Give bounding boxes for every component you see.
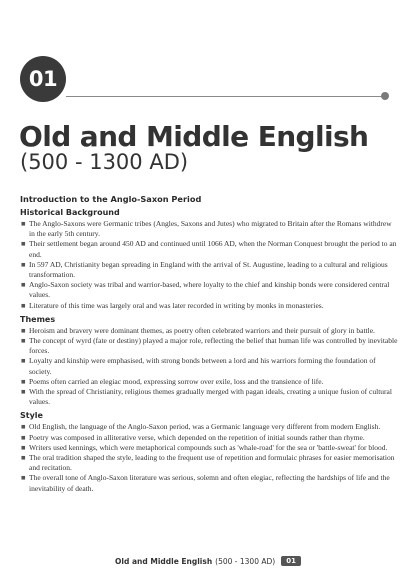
bullet-icon: ■	[21, 280, 26, 290]
bullet-icon: ■	[21, 473, 26, 483]
bullet-icon: ■	[21, 259, 26, 269]
bullet-icon: ■	[21, 376, 26, 386]
list-item: ■ With the spread of Christianity, religious themes gradually merged with pagan ideals, creating a unique fusion of cultural values.	[21, 387, 392, 407]
list-item: ■ Literature of this time was largely oral and was later recorded in writing by monks in monasteries.	[21, 300, 324, 310]
footer-title: Old and Middle English	[115, 556, 213, 566]
list-item: ■ The oral tradition shaped the style, leading to the frequent use of repetition and formulaic phrases for easier memorisation and recitation.	[21, 453, 395, 473]
bullet-list	[20, 326, 398, 408]
header-rule-dot	[381, 92, 389, 100]
page-title: Old and Middle English	[19, 120, 369, 153]
bullet-icon: ■	[21, 239, 26, 249]
section-style	[20, 411, 398, 493]
section-heading: Style	[20, 411, 43, 421]
list-item: ■ Anglo-Saxon society was tribal and warrior-based, where loyalty to the chief and kinship bonds were considered central values.	[21, 280, 390, 300]
list-item: ■ The Anglo-Saxons were Germanic tribes (Angles, Saxons and Jutes) who migrated to Britain after the Romans withdrew in the early 5th century.	[21, 219, 392, 239]
list-item: ■ Heroism and bravery were dominant themes, as poetry often celebrated warriors and their pursuit of glory in battle.	[21, 325, 375, 335]
intro-heading: Introduction to the Anglo-Saxon Period	[20, 194, 202, 204]
list-item: ■ The concept of wyrd (fate or destiny) played a major role, reflecting the belief that human life was controlled by inevitable forces.	[21, 336, 398, 356]
content-body	[20, 194, 398, 494]
bullet-icon: ■	[21, 453, 26, 463]
section-historical-background	[20, 208, 398, 311]
bullet-icon: ■	[21, 325, 26, 335]
bullet-icon: ■	[21, 432, 26, 442]
footer-page-number: 01	[281, 556, 301, 566]
chapter-badge	[20, 56, 66, 102]
section-heading: Historical Background	[20, 208, 120, 217]
bullet-list	[20, 219, 398, 311]
bullet-icon: ■	[21, 336, 26, 346]
list-item: ■ Old English, the language of the Anglo-Saxon period, was a Germanic language very different from modern English.	[21, 422, 381, 432]
list-item: ■ Writers used kennings, which were metaphorical compounds such as 'whale-road' for the sea or 'battle-sweat' for blood.	[21, 442, 388, 452]
bullet-icon: ■	[21, 356, 26, 366]
bullet-list	[20, 422, 398, 493]
bullet-icon: ■	[21, 422, 26, 432]
list-item: ■ Loyalty and kinship were emphasised, with strong bonds between a lord and his warriors forming the foundation of society.	[21, 356, 376, 376]
page-footer	[0, 556, 416, 566]
section-themes	[20, 315, 398, 408]
list-item: ■ Poetry was composed in alliterative verse, which depended on the repetition of initial sounds rather than rhyme.	[21, 432, 365, 442]
section-heading: Themes	[20, 314, 56, 324]
page-subtitle: (500 - 1300 AD)	[20, 150, 189, 174]
bullet-icon: ■	[21, 387, 26, 397]
footer-range: (500 - 1300 AD)	[215, 556, 276, 566]
bullet-icon: ■	[21, 219, 26, 228]
header-rule	[66, 96, 384, 97]
list-item: ■ Poems often carried an elegiac mood, expressing sorrow over exile, loss and the transience of life.	[21, 376, 324, 386]
bullet-icon: ■	[21, 300, 26, 310]
bullet-icon: ■	[21, 442, 26, 452]
chapter-number: 01	[28, 67, 58, 91]
list-item: ■ Their settlement began around 450 AD and continued until 1066 AD, when the Norman Conquest brought the period to an end.	[21, 239, 397, 259]
list-item: ■ In 597 AD, Christianity began spreading in England with the arrival of St. Augustine, leading to a cultural and religious transformation.	[21, 259, 388, 280]
list-item: ■ The overall tone of Anglo-Saxon literature was serious, solemn and often elegiac, reflecting the hardships of life and the inevitability of death.	[21, 473, 390, 493]
